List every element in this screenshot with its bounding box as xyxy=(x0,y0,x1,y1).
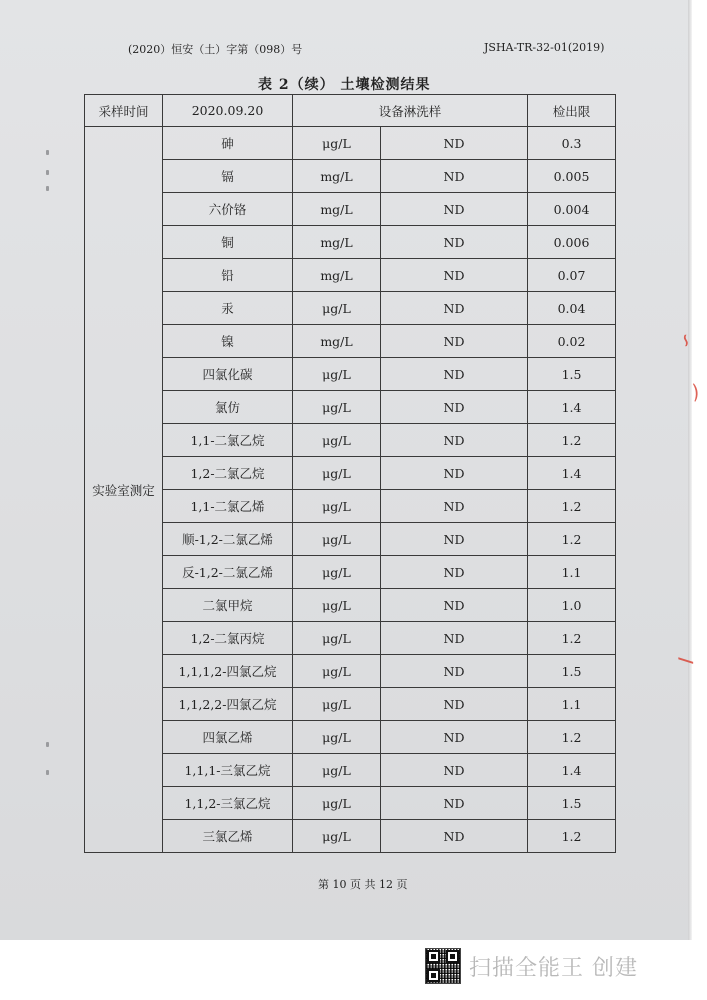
table-row xyxy=(85,688,616,721)
unit-cell: μg/L xyxy=(293,292,381,325)
detection-limit-cell: 1.4 xyxy=(528,457,616,490)
seal-stamp-fragment: ∽ xyxy=(673,331,698,350)
analyte-name: 镍 xyxy=(163,325,293,358)
detection-limit-cell: 0.004 xyxy=(528,193,616,226)
unit-cell: μg/L xyxy=(293,754,381,787)
result-cell: ND xyxy=(381,424,528,457)
result-cell: ND xyxy=(381,193,528,226)
form-code: JSHA-TR-32-01(2019) xyxy=(484,41,605,54)
detection-limit-cell: 1.2 xyxy=(528,622,616,655)
detection-limit-cell: 1.0 xyxy=(528,589,616,622)
detection-limit-cell: 1.2 xyxy=(528,721,616,754)
unit-cell: mg/L xyxy=(293,325,381,358)
table-row xyxy=(85,226,616,259)
detection-limit-cell: 0.02 xyxy=(528,325,616,358)
analyte-name: 汞 xyxy=(163,292,293,325)
table-row xyxy=(85,391,616,424)
binder-hole xyxy=(46,742,49,747)
unit-cell: μg/L xyxy=(293,424,381,457)
detection-limit-cell: 0.04 xyxy=(528,292,616,325)
page-edge-shadow xyxy=(688,0,692,940)
table-row xyxy=(85,655,616,688)
table-row xyxy=(85,787,616,820)
binder-hole xyxy=(46,150,49,155)
analyte-name: 铜 xyxy=(163,226,293,259)
report-number: (2020）恒安（土）字第（098）号 xyxy=(128,43,303,56)
binder-hole xyxy=(46,170,49,175)
analyte-name: 镉 xyxy=(163,160,293,193)
table-row xyxy=(85,127,616,160)
table-row xyxy=(85,160,616,193)
detection-limit-cell: 1.5 xyxy=(528,358,616,391)
table-row xyxy=(85,259,616,292)
unit-cell: μg/L xyxy=(293,556,381,589)
unit-cell: μg/L xyxy=(293,721,381,754)
table-row xyxy=(85,556,616,589)
result-cell: ND xyxy=(381,820,528,853)
table-row xyxy=(85,457,616,490)
seal-stamp-fragment: ∕ xyxy=(674,657,696,664)
unit-cell: μg/L xyxy=(293,655,381,688)
detection-limit-cell: 1.2 xyxy=(528,490,616,523)
analyte-name: 三氯乙烯 xyxy=(163,820,293,853)
detection-limit-cell: 0.3 xyxy=(528,127,616,160)
analyte-name: 1,1,2-三氯乙烷 xyxy=(163,787,293,820)
analyte-name: 六价铬 xyxy=(163,193,293,226)
result-cell: ND xyxy=(381,325,528,358)
detection-limit-cell: 1.2 xyxy=(528,820,616,853)
result-cell: ND xyxy=(381,457,528,490)
table-row xyxy=(85,490,616,523)
result-cell: ND xyxy=(381,754,528,787)
result-cell: ND xyxy=(381,226,528,259)
detection-limit-cell: 1.1 xyxy=(528,688,616,721)
unit-cell: μg/L xyxy=(293,622,381,655)
analyte-name: 反-1,2-二氯乙烯 xyxy=(163,556,293,589)
result-cell: ND xyxy=(381,523,528,556)
result-cell: ND xyxy=(381,721,528,754)
result-cell: ND xyxy=(381,655,528,688)
result-cell: ND xyxy=(381,160,528,193)
unit-cell: mg/L xyxy=(293,193,381,226)
analyte-name: 1,2-二氯乙烷 xyxy=(163,457,293,490)
unit-cell: μg/L xyxy=(293,358,381,391)
table-row xyxy=(85,622,616,655)
unit-cell: μg/L xyxy=(293,820,381,853)
table-title: 表 2（续） 土壤检测结果 xyxy=(258,77,431,93)
result-cell: ND xyxy=(381,622,528,655)
detection-limit-cell: 1.5 xyxy=(528,787,616,820)
result-cell: ND xyxy=(381,688,528,721)
result-cell: ND xyxy=(381,391,528,424)
seal-stamp-fragment: ⌒ xyxy=(676,383,699,404)
unit-cell: μg/L xyxy=(293,127,381,160)
unit-cell: mg/L xyxy=(293,226,381,259)
scanner-watermark xyxy=(425,948,638,984)
analyte-name: 1,1-二氯乙烷 xyxy=(163,424,293,457)
table-row xyxy=(85,820,616,853)
analyte-name: 1,1,1,2-四氯乙烷 xyxy=(163,655,293,688)
detection-limit-cell: 1.4 xyxy=(528,391,616,424)
unit-cell: μg/L xyxy=(293,523,381,556)
table-row xyxy=(85,721,616,754)
unit-cell: μg/L xyxy=(293,490,381,523)
result-cell: ND xyxy=(381,292,528,325)
table-row xyxy=(85,424,616,457)
table-row xyxy=(85,325,616,358)
group-label: 实验室测定 xyxy=(85,127,163,853)
header-date: 2020.09.20 xyxy=(163,95,293,127)
analyte-name: 四氯乙烯 xyxy=(163,721,293,754)
header-detection-limit: 检出限 xyxy=(528,95,616,127)
analyte-name: 二氯甲烷 xyxy=(163,589,293,622)
result-cell: ND xyxy=(381,490,528,523)
table-header-row xyxy=(85,95,616,127)
table-row xyxy=(85,523,616,556)
detection-limit-cell: 1.5 xyxy=(528,655,616,688)
detection-limit-cell: 1.4 xyxy=(528,754,616,787)
detection-limit-cell: 1.1 xyxy=(528,556,616,589)
table-row xyxy=(85,754,616,787)
page-number: 第 10 页 共 12 页 xyxy=(318,878,408,891)
detection-limit-cell: 1.2 xyxy=(528,523,616,556)
detection-limit-cell: 0.006 xyxy=(528,226,616,259)
detection-limit-cell: 0.005 xyxy=(528,160,616,193)
unit-cell: μg/L xyxy=(293,589,381,622)
analyte-name: 砷 xyxy=(163,127,293,160)
analyte-name: 铅 xyxy=(163,259,293,292)
header-sample-name: 设备淋洗样 xyxy=(293,95,528,127)
analyte-name: 1,1,2,2-四氯乙烷 xyxy=(163,688,293,721)
result-cell: ND xyxy=(381,787,528,820)
result-cell: ND xyxy=(381,358,528,391)
analyte-name: 氯仿 xyxy=(163,391,293,424)
unit-cell: mg/L xyxy=(293,160,381,193)
analyte-name: 1,1-二氯乙烯 xyxy=(163,490,293,523)
binder-hole xyxy=(46,770,49,775)
result-cell: ND xyxy=(381,259,528,292)
table-row xyxy=(85,193,616,226)
result-cell: ND xyxy=(381,127,528,160)
result-cell: ND xyxy=(381,556,528,589)
detection-limit-cell: 1.2 xyxy=(528,424,616,457)
analyte-name: 四氯化碳 xyxy=(163,358,293,391)
analyte-name: 顺-1,2-二氯乙烯 xyxy=(163,523,293,556)
table-row xyxy=(85,589,616,622)
unit-cell: μg/L xyxy=(293,688,381,721)
unit-cell: μg/L xyxy=(293,391,381,424)
unit-cell: μg/L xyxy=(293,457,381,490)
results-table xyxy=(84,94,616,853)
header-sampling-time: 采样时间 xyxy=(85,95,163,127)
qr-code-icon xyxy=(425,948,461,984)
unit-cell: mg/L xyxy=(293,259,381,292)
result-cell: ND xyxy=(381,589,528,622)
binder-hole xyxy=(46,186,49,191)
analyte-name: 1,1,1-三氯乙烷 xyxy=(163,754,293,787)
table-row xyxy=(85,292,616,325)
watermark-text: 扫描全能王 创建 xyxy=(469,955,638,981)
analyte-name: 1,2-二氯丙烷 xyxy=(163,622,293,655)
unit-cell: μg/L xyxy=(293,787,381,820)
table-row xyxy=(85,358,616,391)
detection-limit-cell: 0.07 xyxy=(528,259,616,292)
